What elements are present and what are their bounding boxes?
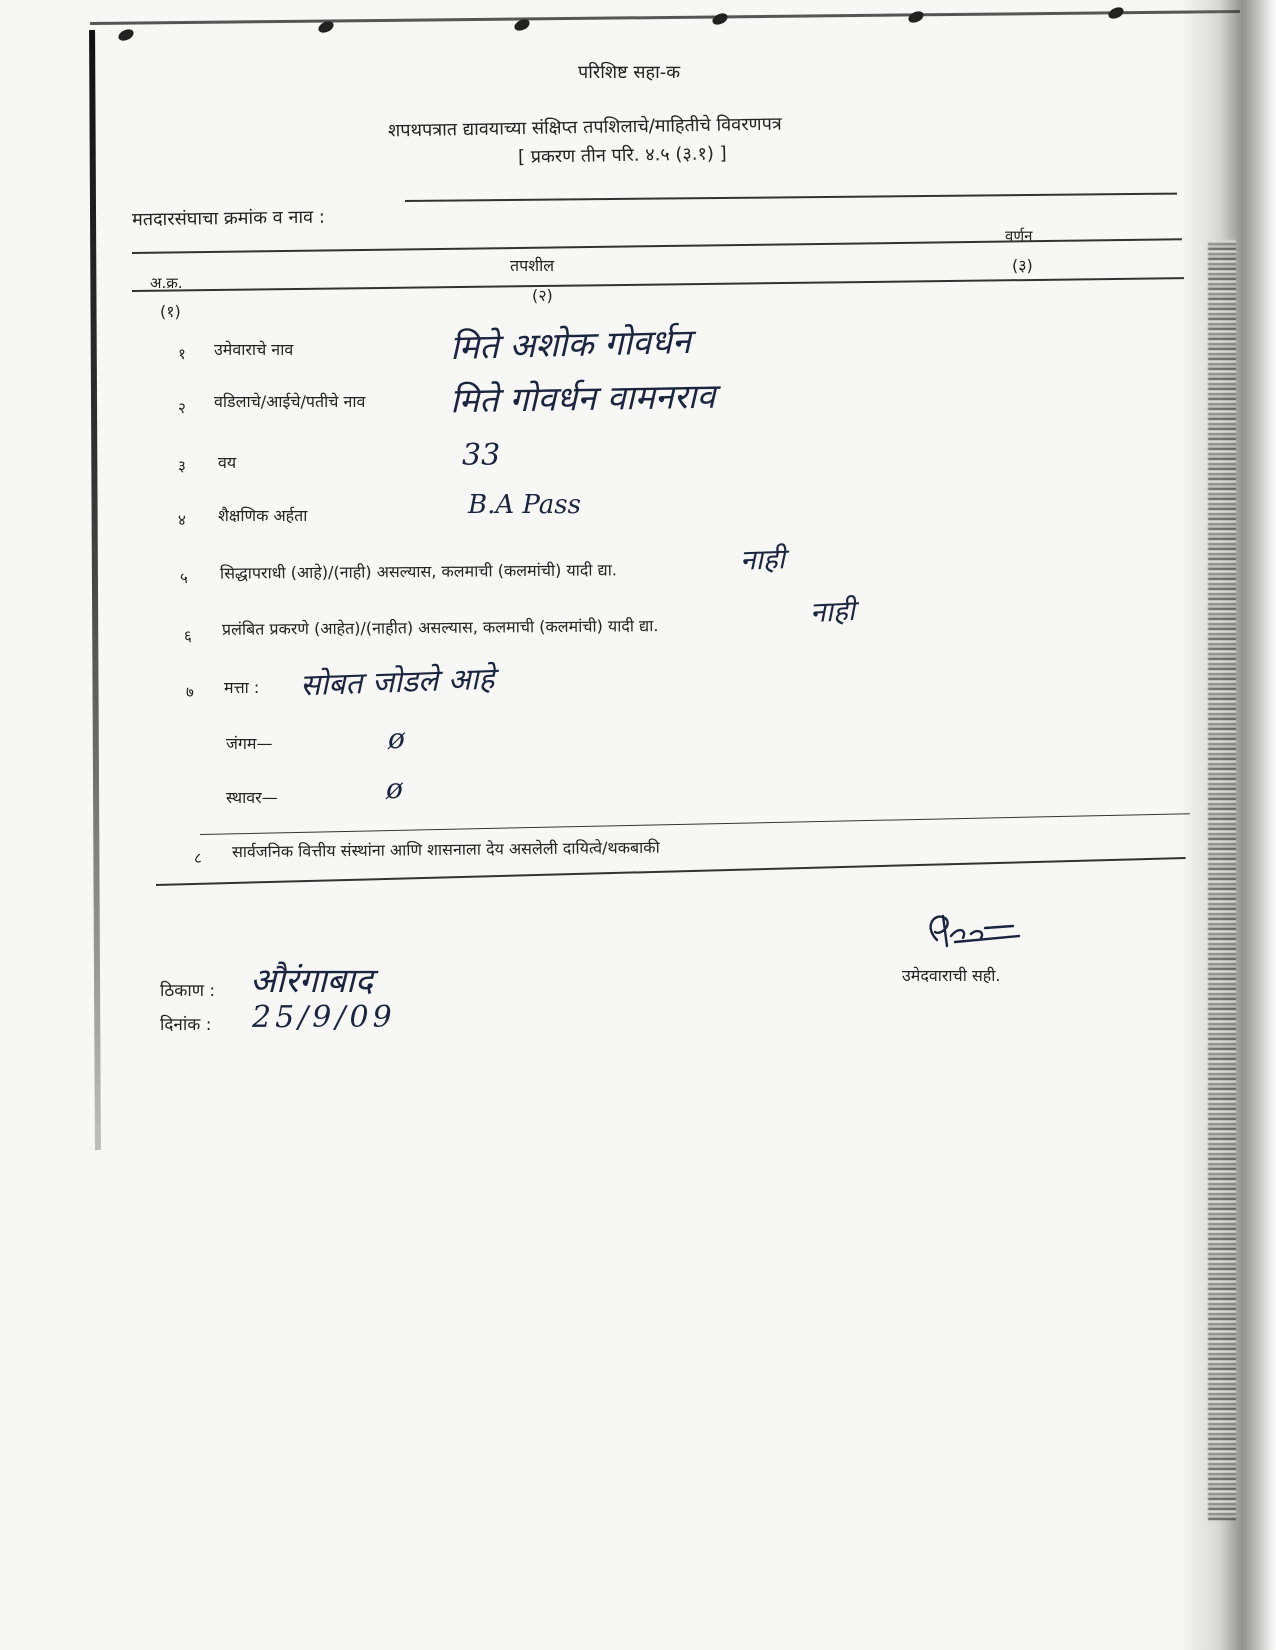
page-top-edge — [90, 10, 1240, 25]
immovable-assets-value: ø — [386, 772, 403, 805]
column-serial-num: (१) — [160, 302, 181, 321]
convictions-label: सिद्धापराधी (आहे)/(नाही) असल्यास, कलमाची (कलमांची) यादी द्या. — [219, 560, 617, 583]
parent-name-label: वडिलाचे/आईचे/पतीचे नाव — [214, 392, 366, 411]
signature-label: उमेदवाराची सही. — [902, 966, 1001, 985]
age-label: वय — [218, 453, 237, 472]
column-description-label: वर्णन — [1005, 227, 1033, 245]
row-number: ३ — [178, 457, 186, 475]
candidate-signature — [915, 906, 1035, 956]
punch-hole-mark — [1107, 5, 1126, 21]
assets-value: सोबत जोडले आहे — [299, 661, 495, 704]
document-reference: [ प्रकरण तीन परि. ४.५ (३.१) ] — [517, 143, 727, 168]
immovable-assets-label: स्थावर— — [226, 788, 278, 807]
column-details-num: (२) — [532, 286, 553, 305]
candidate-name-label: उमेवाराचे नाव — [214, 340, 294, 359]
top-rule — [405, 193, 1177, 202]
punch-hole-mark — [117, 27, 136, 43]
date-value: 25/9/09 — [252, 1000, 396, 1035]
constituency-label: मतदारसंघाचा क्रमांक व नाव : — [131, 206, 326, 231]
pending-cases-label: प्रलंबित प्रकरणे (आहेत)/(नाहीत) असल्यास, कलमाची (कलमांची) यादी द्या. — [221, 616, 659, 639]
parent-name-value: मिते गोवर्धन वामनराव — [449, 376, 716, 422]
row-number: ८ — [194, 849, 202, 867]
document-title: शपथपत्रात द्यावयाच्या संक्षिप्त तपशिलाचे/माहितीचे विवरणपत्र — [387, 113, 782, 142]
column-serial-label: अ.क्र. — [150, 274, 183, 292]
appendix-heading: परिशिष्ट सहा-क — [578, 62, 681, 83]
page-fold-shadow — [89, 30, 101, 1150]
column-details-label: तपशील — [510, 256, 555, 275]
row-number: ५ — [180, 569, 188, 587]
row-separator — [200, 813, 1190, 835]
punch-hole-mark — [711, 11, 730, 27]
row-number: ७ — [186, 683, 194, 701]
header-rule-lower — [132, 277, 1184, 292]
scan-edge-noise — [1208, 240, 1236, 1520]
education-label: शैक्षणिक अर्हता — [218, 506, 308, 525]
assets-label: मत्ता : — [224, 678, 260, 697]
row-number: ६ — [184, 627, 192, 645]
education-value: B.A Pass — [468, 490, 581, 520]
movable-assets-label: जंगम— — [226, 734, 273, 753]
column-description-num: (३) — [1012, 256, 1033, 275]
row-number: ४ — [178, 511, 186, 529]
place-label: ठिकाण : — [160, 981, 216, 1001]
age-value: 33 — [462, 438, 501, 473]
convictions-value: नाही — [739, 542, 786, 577]
pending-cases-value: नाही — [809, 593, 856, 630]
candidate-name-value: मिते अशोक गोवर्धन — [449, 321, 692, 369]
place-value: औरंगाबाद — [250, 961, 373, 1001]
date-label: दिनांक : — [160, 1015, 212, 1035]
liabilities-label: सार्वजनिक वित्तीय संस्थांना आणि शासनाला देय असलेली दायित्वे/थकबाकी — [231, 837, 660, 862]
movable-assets-value: ø — [388, 722, 405, 755]
row-number: १ — [178, 345, 186, 363]
punch-hole-mark — [907, 9, 926, 25]
row-number: २ — [178, 399, 186, 417]
